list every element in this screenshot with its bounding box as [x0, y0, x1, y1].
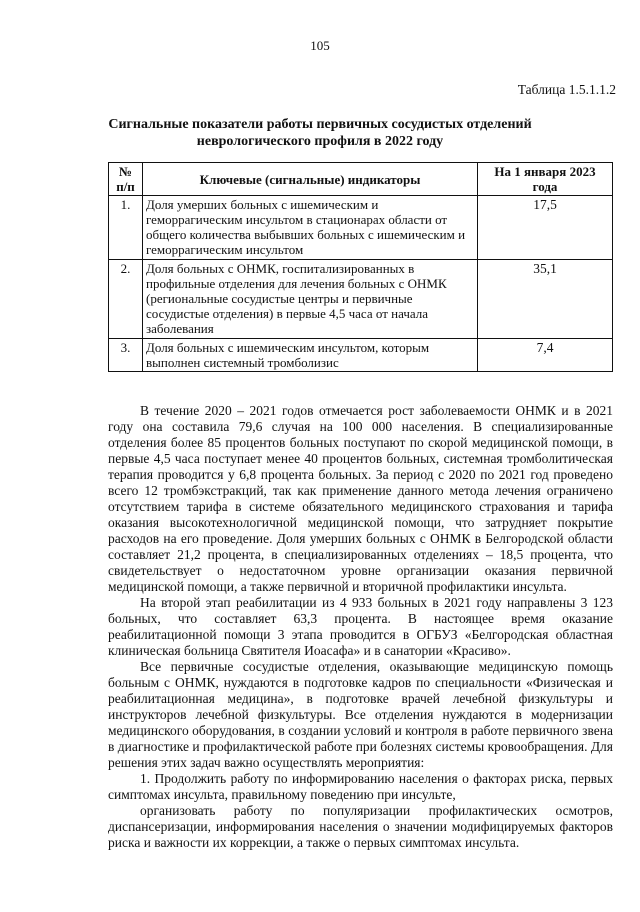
row-indicator: Доля умерших больных с ишемическим и геморрагическим инсультом в стационарах области от общего количества выбывших больных с ишемическим и геморрагическим инсультом — [143, 196, 478, 260]
table-title — [0, 116, 640, 150]
row-indicator: Доля больных с ОНМК, госпитализированных в профильные отделения для лечения больных с ОНМК (региональные сосудистые центры и первичные сосудистые отделения) в первые 4,5 часа от начала заболевания — [143, 260, 478, 339]
paragraph: На второй этап реабилитации из 4 933 больных в 2021 году направлены 3 123 больных, что составляет 63,3 процента. В настоящее время оказание реабилитационной помощи 3 этапа проводится в ОГБУЗ «Белгородская областная клиническая больница Святителя Иоасафа» и в санатории «Красиво». — [108, 595, 613, 658]
list-item: 1. Продолжить работу по информированию населения о факторах риска, первых симптомах инсульта, правильному поведению при инсульте, — [108, 771, 613, 802]
row-value: 17,5 — [478, 196, 613, 260]
table-label: Таблица 1.5.1.1.2 — [517, 82, 616, 97]
table-row — [109, 196, 613, 260]
row-num: 1. — [109, 196, 143, 260]
page-number: 105 — [310, 38, 330, 53]
table-row — [109, 339, 613, 372]
row-value: 7,4 — [478, 339, 613, 372]
title-line-2: неврологического профиля в 2022 году — [196, 134, 444, 149]
list-item: организовать работу по популяризации профилактических осмотров, диспансеризации, информирования населения о значении модифицируемых факторов риска и важности их коррекции, а также о первых симптомах инсульта. — [108, 803, 613, 850]
title-line-1: Сигнальные показатели работы первичных сосудистых отделений — [108, 117, 532, 132]
row-num: 2. — [109, 260, 143, 339]
table-row — [109, 260, 613, 339]
header-value: На 1 января 2023 года — [478, 163, 613, 196]
body-text — [108, 403, 613, 851]
header-num: № п/п — [109, 163, 143, 196]
indicators-table — [108, 162, 613, 372]
row-value: 35,1 — [478, 260, 613, 339]
row-indicator: Доля больных с ишемическим инсультом, которым выполнен системный тромболизис — [143, 339, 478, 372]
header-indicator: Ключевые (сигнальные) индикаторы — [143, 163, 478, 196]
row-num: 3. — [109, 339, 143, 372]
paragraph: Все первичные сосудистые отделения, оказывающие медицинскую помощь больным с ОНМК, нуждаются в подготовке кадров по специальности «Физическая и реабилитационная медицина», в подготовке врачей лечебной физкультуры и инструкторов лечебной физкультуры. Все отделения нуждаются в модернизации медицинского оборудования, в создании условий и контроля в работе первичного звена в диагностике и профилактической работе при болезнях системы кровообращения. Для решения этих задач важно осуществлять мероприятия: — [108, 659, 613, 770]
paragraph: В течение 2020 – 2021 годов отмечается рост заболеваемости ОНМК и в 2021 году она составила 79,6 случая на 100 000 населения. В специализированные отделения более 85 процентов больных поступают по скорой медицинской помощи, в первые 4,5 часа поступает менее 40 процентов больных, системная тромболитическая терапия проводится у 6,8 процента больных. За период с 2020 по 2021 год проведено всего 12 тромбэкстракций, так как применение данного метода лечения ограничено отсутствием тарифа в системе обязательного медицинского страхования и тарифа оказания высокотехнологичной медицинской помощи, что затрудняет покрытие расходов на его проведение. Доля умерших больных с ОНМК в Белгородской области составляет 21,2 процента, в специализированных отделениях – 18,5 процента, что свидетельствует о недостаточном уровне организации оказания первичной медицинской помощи, а также первичной и вторичной профилактики инсульта. — [108, 403, 613, 594]
table-header-row — [109, 163, 613, 196]
